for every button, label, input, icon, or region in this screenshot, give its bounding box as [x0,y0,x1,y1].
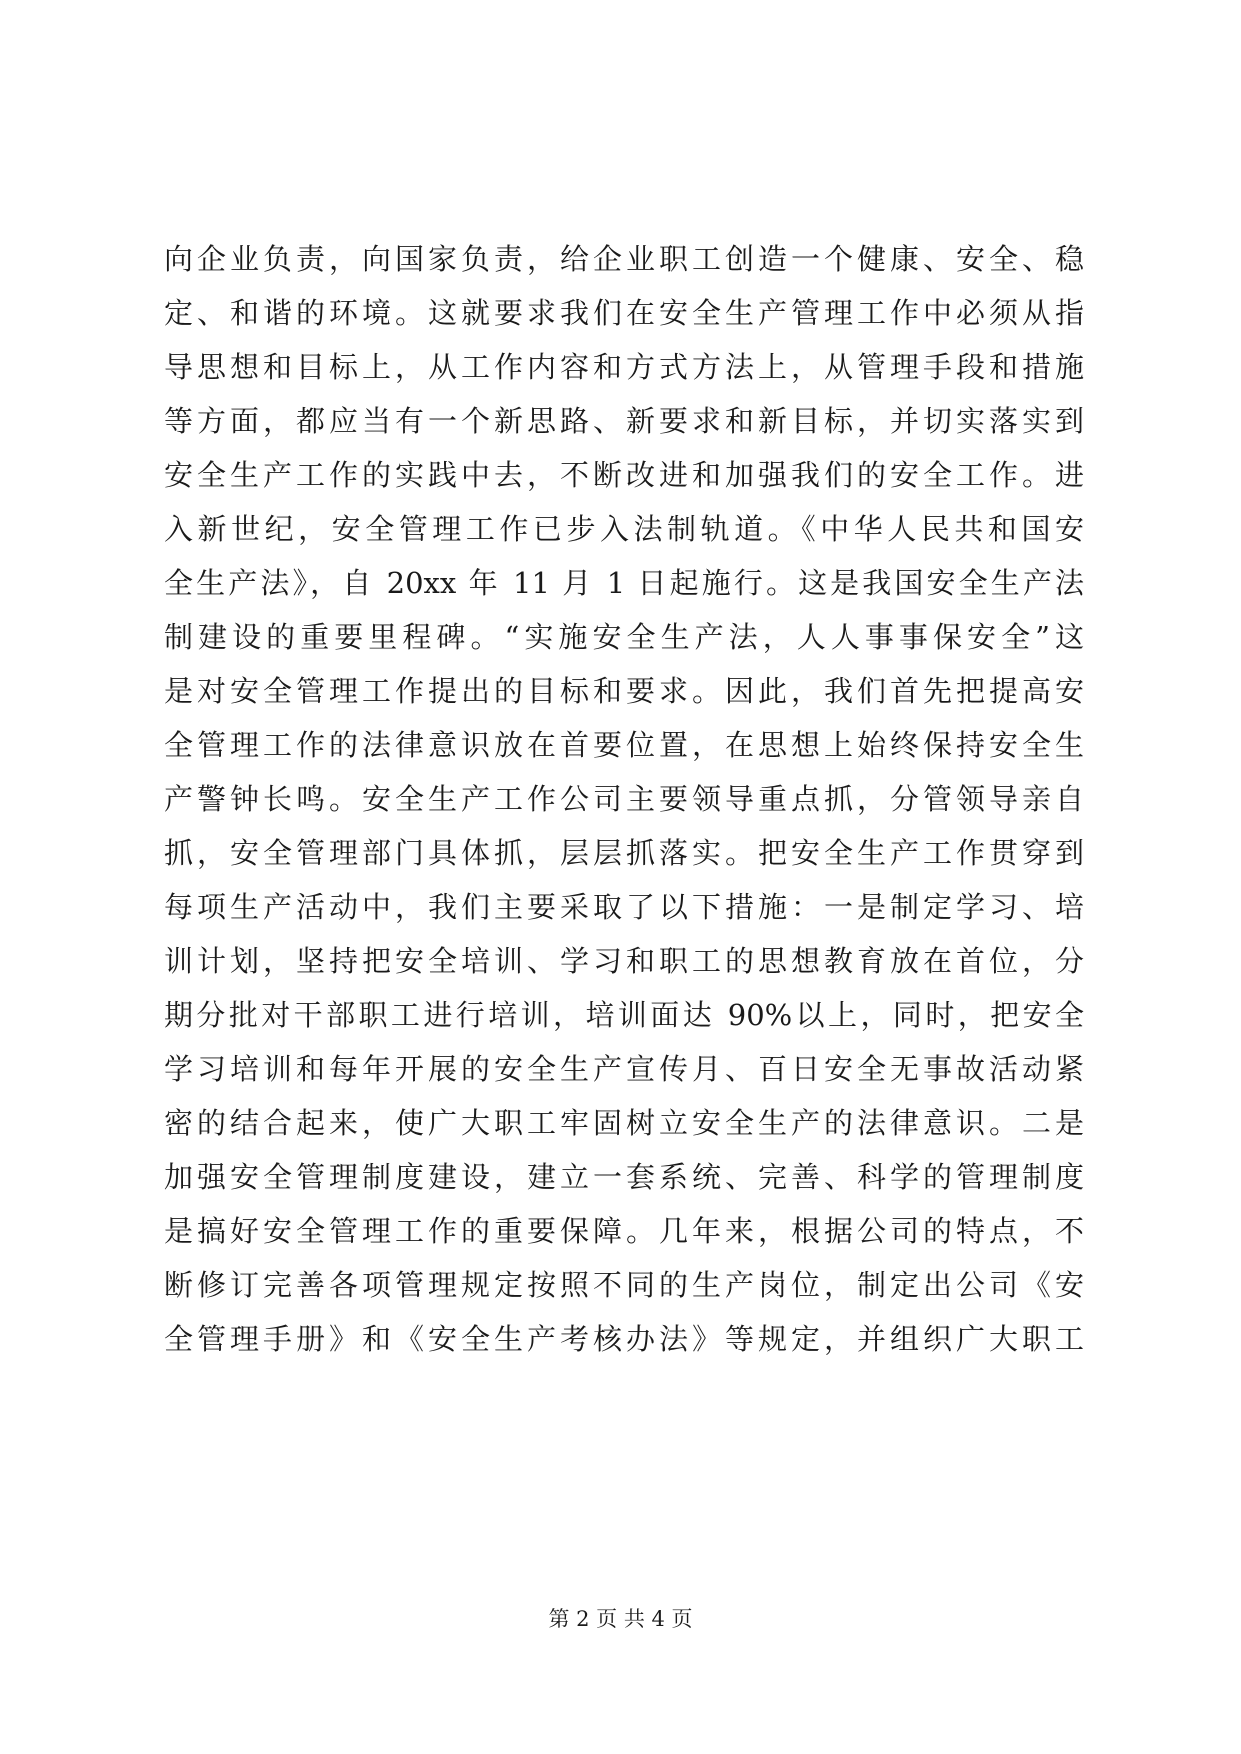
text-line: 导思想和目标上，从工作内容和方式方法上，从管理手段和措施 [164,350,1084,384]
text-line: 入新世纪，安全管理工作已步入法制轨道。《中华人民共和国安 [164,512,1084,546]
text-line: 学习培训和每年开展的安全生产宣传月、百日安全无事故活动紧 [164,1052,1084,1086]
text-line: 是对安全管理工作提出的目标和要求。因此，我们首先把提高安 [164,674,1084,708]
text-line: 全管理工作的法律意识放在首要位置，在思想上始终保持安全生 [164,728,1084,762]
page-number-footer: 第 2 页 共 4 页 [548,1607,693,1631]
text-line: 全生产法》，自 20xx 年 11 月 1 日起施行。这是我国安全生产法 [164,566,1084,600]
text-line: 每项生产活动中，我们主要采取了以下措施：一是制定学习、培 [164,890,1084,924]
text-line: 是搞好安全管理工作的重要保障。几年来，根据公司的特点，不 [164,1214,1084,1248]
text-line: 加强安全管理制度建设，建立一套系统、完善、科学的管理制度 [164,1160,1084,1194]
text-line: 定、和谐的环境。这就要求我们在安全生产管理工作中必须从指 [164,296,1084,330]
body-text [164,232,1084,1366]
text-line: 向企业负责，向国家负责，给企业职工创造一个健康、安全、稳 [164,242,1084,276]
text-line: 断修订完善各项管理规定按照不同的生产岗位，制定出公司《安 [164,1268,1084,1302]
text-line: 密的结合起来，使广大职工牢固树立安全生产的法律意识。二是 [164,1106,1084,1140]
text-line: 产警钟长鸣。安全生产工作公司主要领导重点抓，分管领导亲自 [164,782,1084,816]
text-line: 全管理手册》和《安全生产考核办法》等规定，并组织广大职工 [164,1322,1084,1356]
text-line: 训计划，坚持把安全培训、学习和职工的思想教育放在首位，分 [164,944,1084,978]
text-line: 安全生产工作的实践中去，不断改进和加强我们的安全工作。进 [164,458,1084,492]
text-line: 制建设的重要里程碑。“实施安全生产法，人人事事保安全”这 [164,620,1084,654]
text-line: 等方面，都应当有一个新思路、新要求和新目标，并切实落实到 [164,404,1084,438]
text-line: 抓，安全管理部门具体抓，层层抓落实。把安全生产工作贯穿到 [164,836,1084,870]
text-line: 期分批对干部职工进行培训，培训面达 90%以上，同时，把安全 [164,998,1084,1032]
